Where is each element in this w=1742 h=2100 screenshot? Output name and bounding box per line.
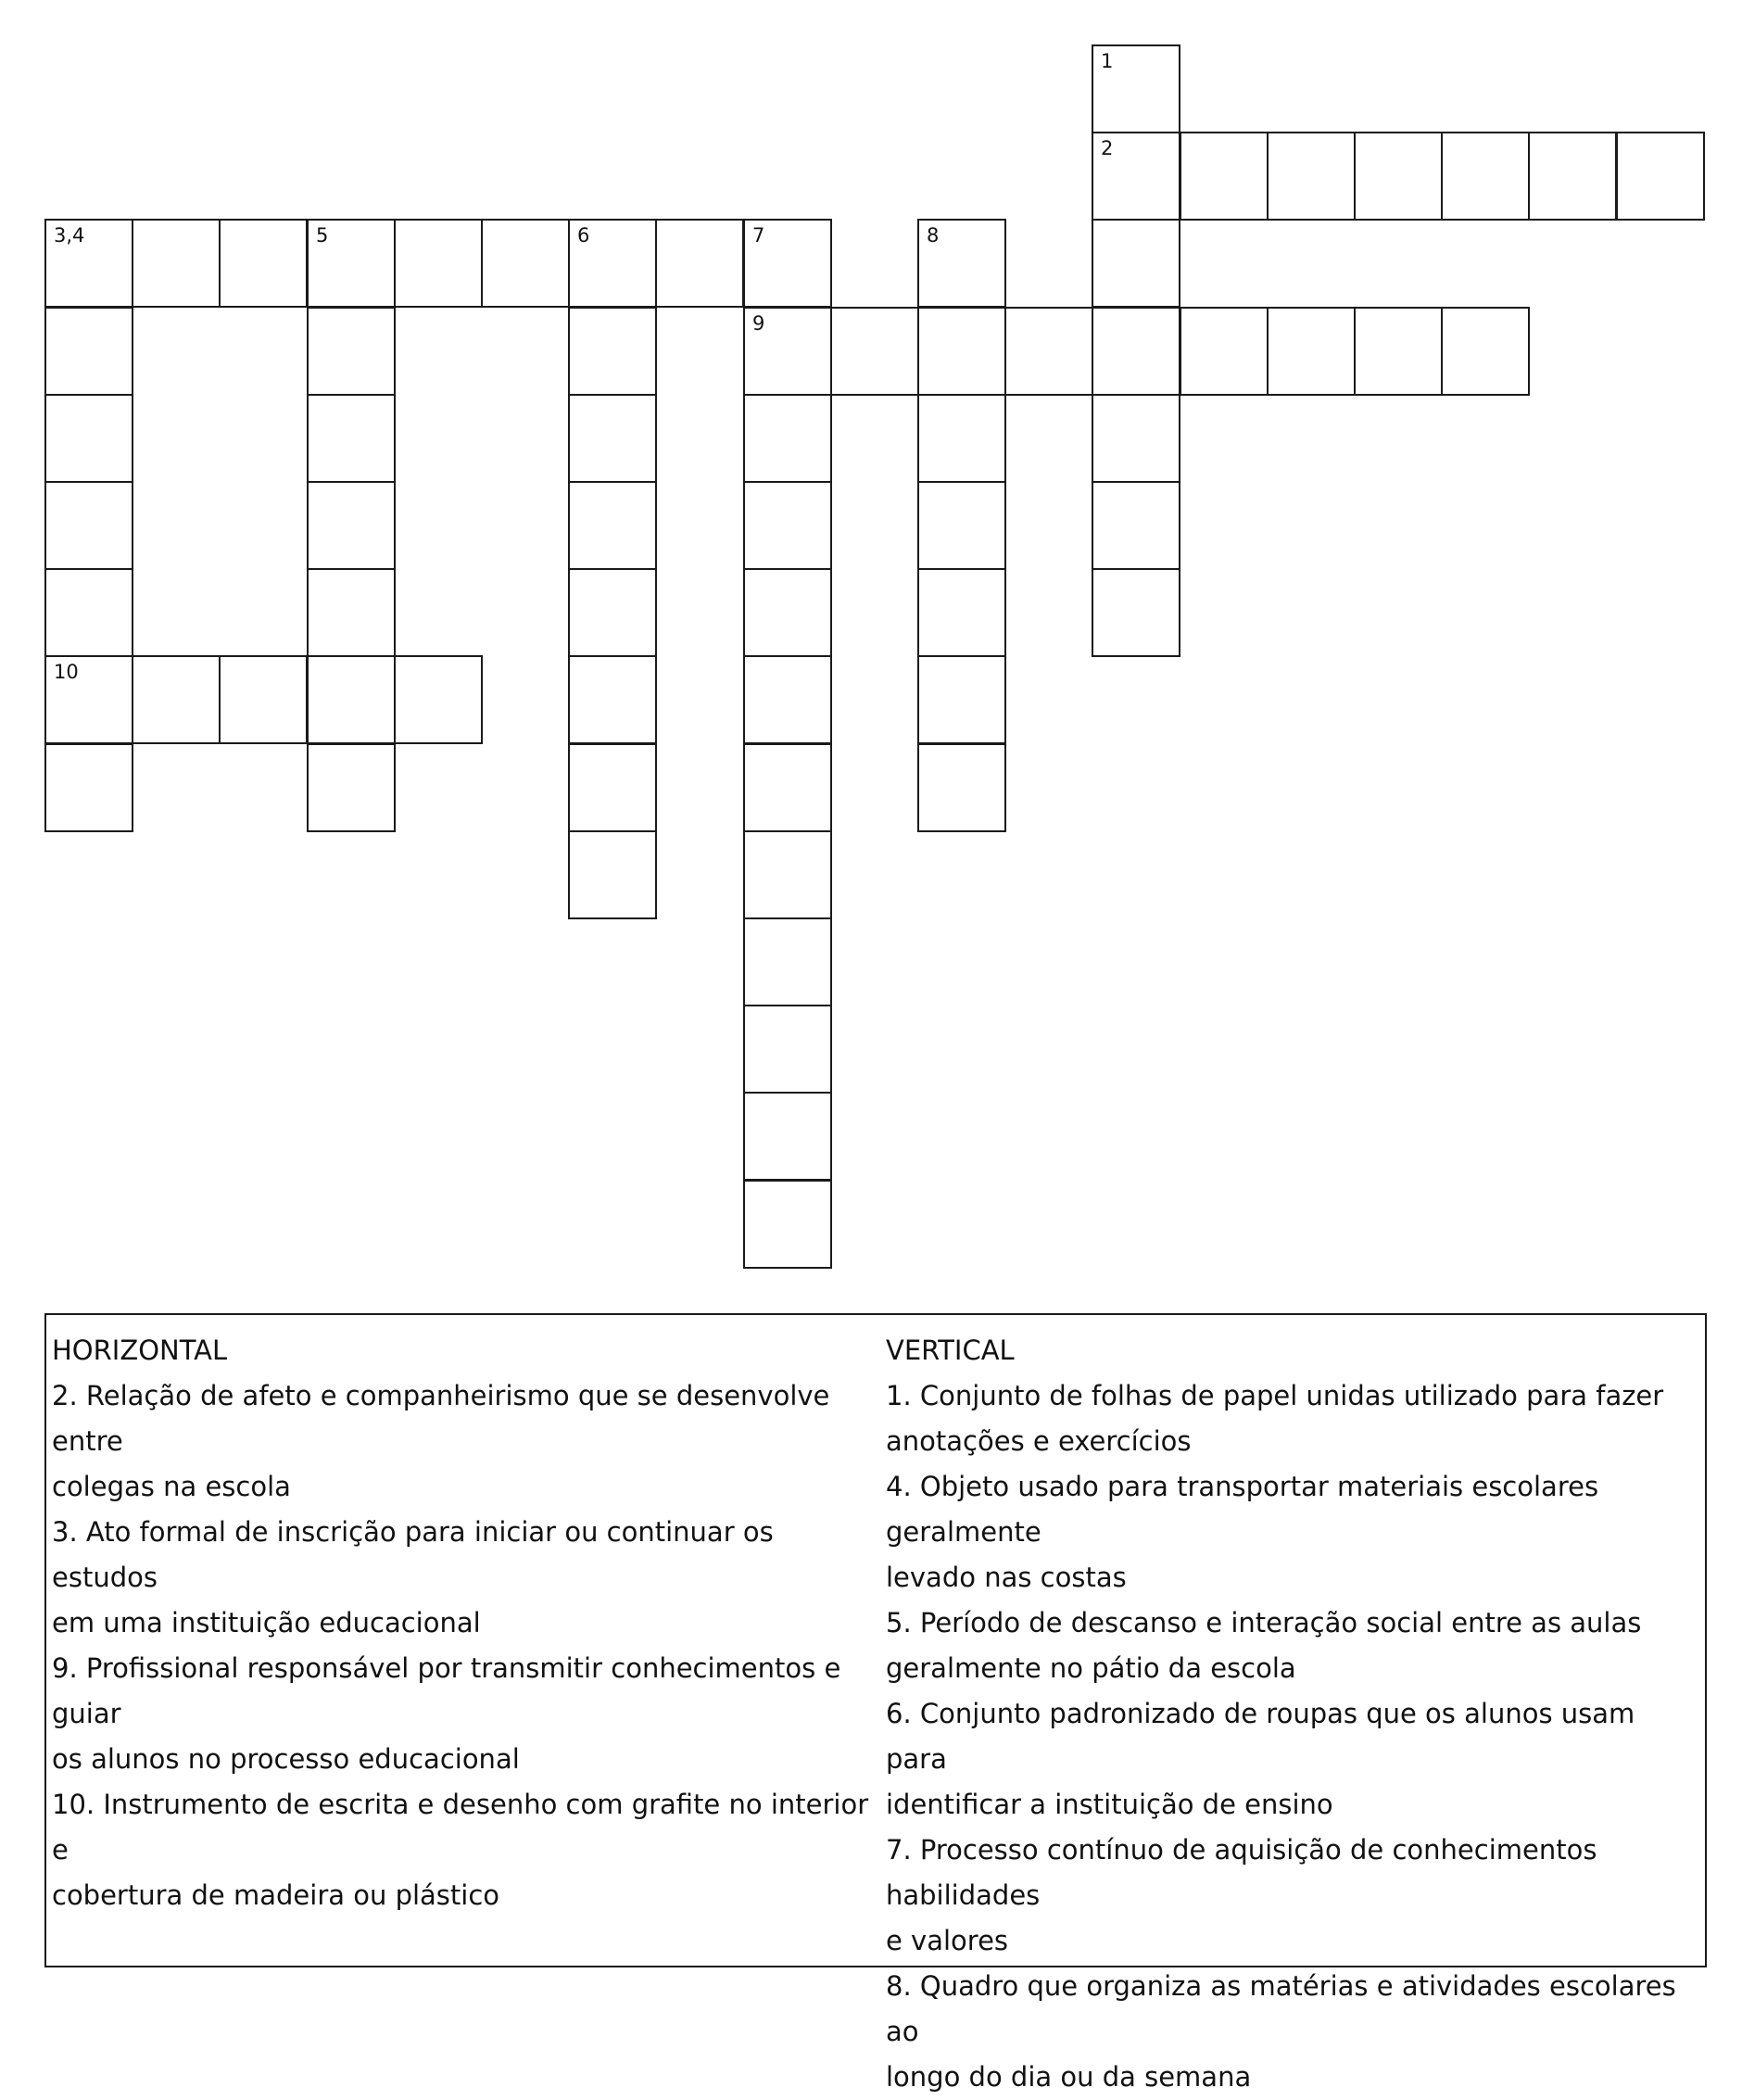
clue-number: 6 — [577, 224, 590, 247]
vertical-clue-line: 7. Processo contínuo de aquisição de conhecimentos habilidades — [886, 1834, 1597, 1911]
clue-number: 1 — [1101, 50, 1114, 72]
crossword-cell[interactable] — [568, 394, 657, 483]
crossword-cell[interactable] — [1092, 481, 1180, 570]
vertical-clue-line: longo do dia ou da semana — [886, 2061, 1252, 2093]
horizontal-clue-line: 10. Instrumento de escrita e desenho com grafite no interior e — [52, 1789, 869, 1866]
crossword-cell[interactable] — [1092, 132, 1180, 221]
crossword-cell[interactable] — [1092, 219, 1180, 308]
crossword-cell[interactable] — [917, 655, 1006, 744]
crossword-cell[interactable] — [1616, 132, 1705, 221]
clue-number: 3,4 — [54, 224, 85, 247]
crossword-cell[interactable] — [44, 568, 133, 657]
horizontal-clue-line: em uma instituição educacional — [52, 1607, 481, 1638]
vertical-clue-line: identificar a instituição de ensino — [886, 1789, 1333, 1820]
crossword-cell[interactable] — [743, 743, 832, 832]
crossword-cell[interactable] — [394, 219, 483, 308]
horizontal-clue-line: 3. Ato formal de inscrição para iniciar ou continuar os estudos — [52, 1516, 774, 1593]
crossword-cell[interactable] — [655, 219, 744, 308]
crossword-cell[interactable] — [568, 655, 657, 744]
crossword-cell[interactable] — [743, 394, 832, 483]
crossword-cell[interactable] — [917, 394, 1006, 483]
crossword-cell[interactable] — [1441, 132, 1530, 221]
crossword-cell[interactable] — [1180, 132, 1269, 221]
vertical-clue-line: geralmente no pátio da escola — [886, 1652, 1296, 1684]
crossword-cell[interactable] — [219, 655, 308, 744]
crossword-cell[interactable] — [219, 219, 308, 308]
crossword-cell[interactable] — [743, 219, 832, 308]
crossword-cell[interactable] — [132, 655, 221, 744]
crossword-cell[interactable] — [1092, 394, 1180, 483]
crossword-cell[interactable] — [1354, 132, 1443, 221]
crossword-cell[interactable] — [917, 307, 1006, 396]
clue-number: 8 — [927, 224, 940, 247]
crossword-cell[interactable] — [44, 394, 133, 483]
vertical-clue-line: 1. Conjunto de folhas de papel unidas utilizado para fazer — [886, 1380, 1664, 1411]
vertical-clue-line: 6. Conjunto padronizado de roupas que os alunos usam para — [886, 1698, 1635, 1775]
clue-number: 7 — [752, 224, 765, 247]
crossword-cell[interactable] — [1267, 132, 1356, 221]
crossword-cell[interactable] — [568, 743, 657, 832]
crossword-cell[interactable] — [307, 219, 396, 308]
horizontal-clue-line: colegas na escola — [52, 1471, 291, 1502]
crossword-cell[interactable] — [307, 743, 396, 832]
horizontal-clues — [52, 1328, 886, 1918]
crossword-cell[interactable] — [568, 307, 657, 396]
clue-number: 5 — [316, 224, 329, 247]
crossword-cell[interactable] — [917, 743, 1006, 832]
crossword-cell[interactable] — [568, 219, 657, 308]
vertical-clues — [886, 1328, 1701, 2100]
crossword-cell[interactable] — [44, 655, 133, 744]
clue-number: 2 — [1101, 137, 1114, 159]
crossword-cell[interactable] — [743, 568, 832, 657]
crossword-cell[interactable] — [743, 307, 832, 396]
crossword-cell[interactable] — [568, 830, 657, 919]
crossword-cell[interactable] — [1092, 44, 1180, 133]
horizontal-heading: HORIZONTAL — [52, 1335, 228, 1366]
horizontal-clue-line: os alunos no processo educacional — [52, 1743, 520, 1775]
clues-panel — [44, 1313, 1707, 2093]
clue-number: 10 — [54, 661, 79, 683]
vertical-heading: VERTICAL — [886, 1335, 1015, 1366]
crossword-cell[interactable] — [1092, 307, 1180, 396]
horizontal-clue-line: 9. Profissional responsável por transmitir conhecimentos e guiar — [52, 1652, 841, 1729]
crossword-cell[interactable] — [743, 1180, 832, 1269]
crossword-cell[interactable] — [1180, 307, 1269, 396]
clue-number: 9 — [752, 312, 765, 335]
vertical-clue-line: anotações e exercícios — [886, 1425, 1192, 1457]
crossword-cell[interactable] — [917, 219, 1006, 308]
crossword-cell[interactable] — [307, 655, 396, 744]
crossword-cell[interactable] — [1441, 307, 1530, 396]
crossword-cell[interactable] — [44, 307, 133, 396]
crossword-cell[interactable] — [743, 830, 832, 919]
crossword-cell[interactable] — [44, 743, 133, 832]
crossword-cell[interactable] — [307, 481, 396, 570]
vertical-clue-line: 8. Quadro que organiza as matérias e atividades escolares ao — [886, 1970, 1676, 2047]
crossword-cell[interactable] — [1092, 568, 1180, 657]
crossword-cell[interactable] — [44, 481, 133, 570]
crossword-cell[interactable] — [568, 568, 657, 657]
crossword-cell[interactable] — [743, 917, 832, 1006]
crossword-cell[interactable] — [44, 219, 133, 308]
crossword-cell[interactable] — [917, 481, 1006, 570]
horizontal-clue-line: cobertura de madeira ou plástico — [52, 1879, 500, 1911]
vertical-clue-line: 5. Período de descanso e interação social entre as aulas — [886, 1607, 1642, 1638]
vertical-clue-line: 4. Objeto usado para transportar materiais escolares geralmente — [886, 1471, 1599, 1548]
crossword-cell[interactable] — [743, 1005, 832, 1094]
crossword-cell[interactable] — [307, 568, 396, 657]
crossword-cell[interactable] — [1004, 307, 1093, 396]
crossword-cell[interactable] — [132, 219, 221, 308]
vertical-clue-line: levado nas costas — [886, 1562, 1127, 1593]
crossword-cell[interactable] — [1528, 132, 1617, 221]
vertical-clue-line: e valores — [886, 1925, 1009, 1956]
crossword-cell[interactable] — [481, 219, 570, 308]
crossword-cell[interactable] — [743, 655, 832, 744]
crossword-cell[interactable] — [394, 655, 483, 744]
crossword-cell[interactable] — [1354, 307, 1443, 396]
crossword-cell[interactable] — [743, 481, 832, 570]
crossword-cell[interactable] — [743, 1092, 832, 1181]
horizontal-clue-line: 2. Relação de afeto e companheirismo que se desenvolve entre — [52, 1380, 830, 1457]
crossword-cell[interactable] — [568, 481, 657, 570]
crossword-cell[interactable] — [307, 307, 396, 396]
crossword-cell[interactable] — [307, 394, 396, 483]
crossword-cell[interactable] — [1267, 307, 1356, 396]
crossword-cell[interactable] — [917, 568, 1006, 657]
crossword-cell[interactable] — [830, 307, 919, 396]
